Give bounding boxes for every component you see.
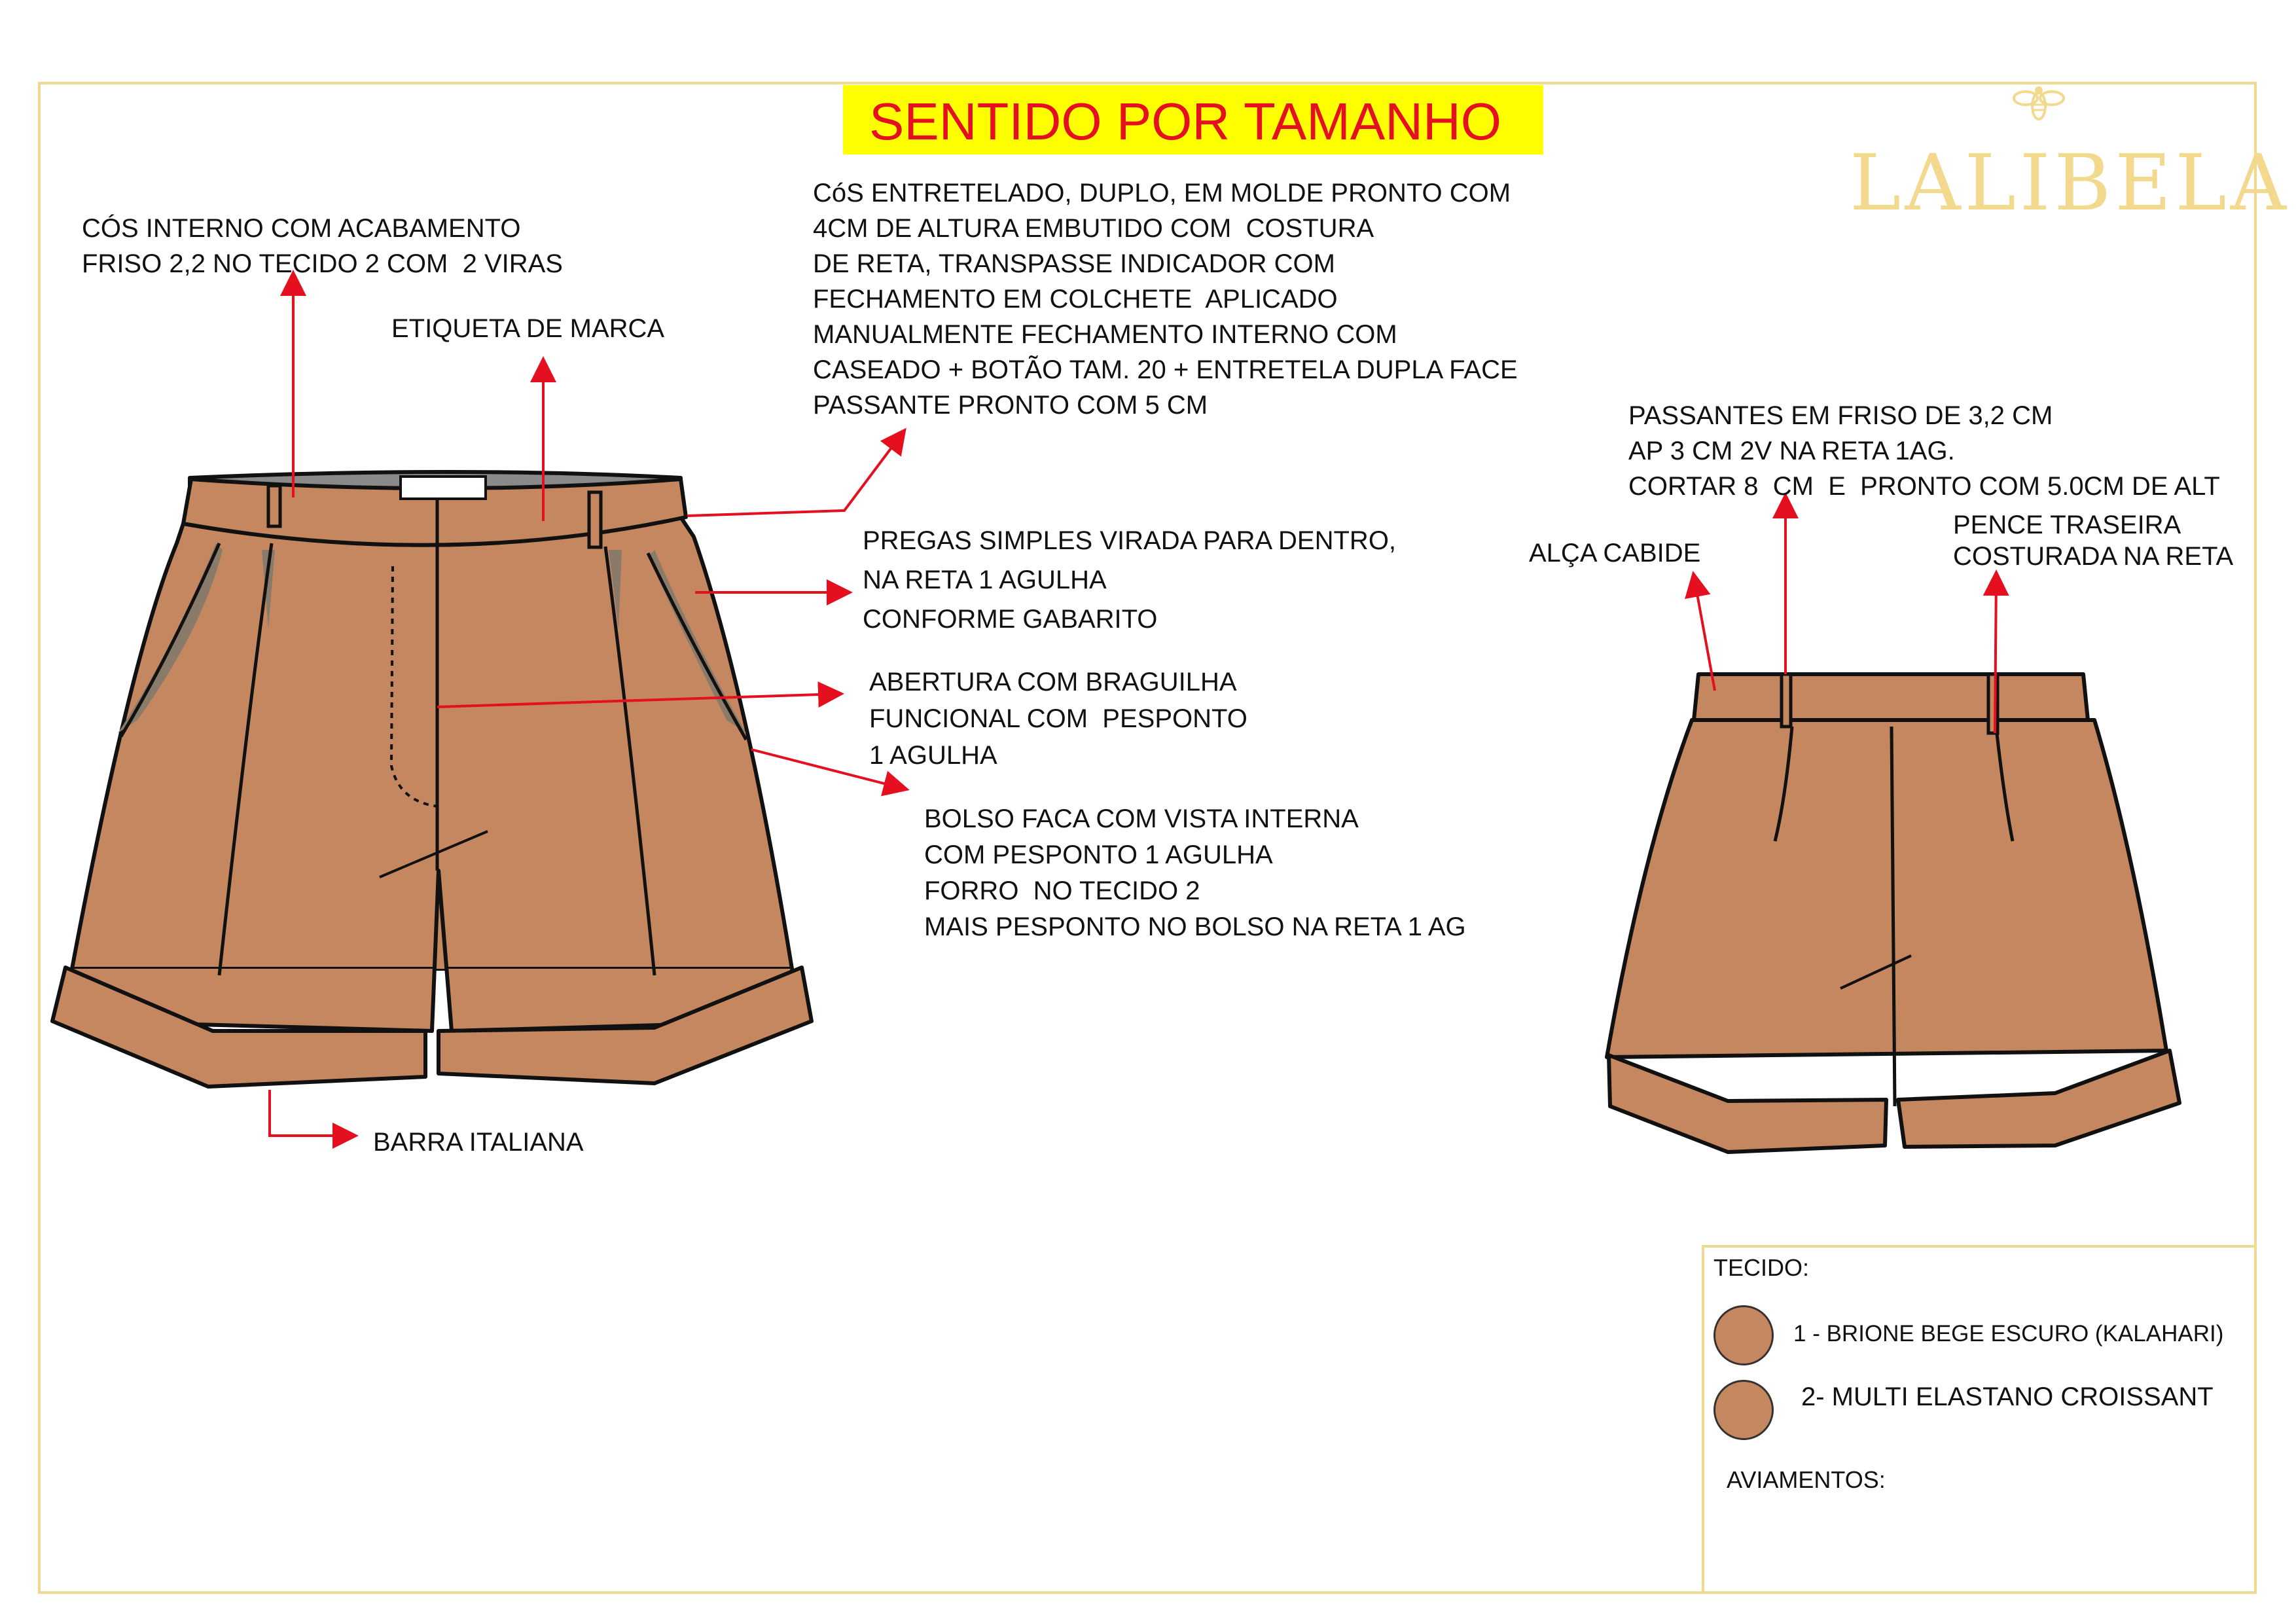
arrow-pence — [1995, 575, 1996, 733]
legend-aviamentos-label: AVIAMENTOS: — [1727, 1466, 1886, 1493]
back-body — [1607, 720, 2166, 1057]
note-passantes: PASSANTES EM FRISO DE 3,2 CM AP 3 CM 2V NA RETA 1AG. CORTAR 8 CM E PRONTO COM 5.0CM DE ALT — [1628, 401, 2220, 501]
front-shorts — [52, 472, 812, 1087]
note-alca: ALÇA CABIDE — [1529, 539, 1701, 568]
front-belt-loop-left — [268, 486, 280, 526]
fabric-name-2: 2- MULTI ELASTANO CROISSANT — [1801, 1382, 2214, 1411]
front-brand-label — [401, 477, 486, 499]
fabric-legend — [1702, 1245, 2257, 1594]
brand-logo: LALIBELA — [1850, 137, 2290, 228]
note-abertura: ABERTURA COM BRAGUILHA FUNCIONAL COM PESPONTO 1 AGULHA — [869, 668, 1247, 770]
arrow-cos-entretelado — [687, 432, 903, 516]
note-cos-entretelado: CóS ENTRETELADO, DUPLO, EM MOLDE PRONTO COM 4CM DE ALTURA EMBUTIDO COM COSTURA DE RETA, TRANSPASSE INDICADOR COM FECHAMENTO EM COLCHETE APLICADO MANUALMENTE FECHAMENTO INTERNO COM CASEADO + BOTÃO TAM. 20 + ENTRETELA DUPLA FACE PASSANTE PRONTO COM 5 CM — [813, 179, 1518, 420]
back-belt-loop-left — [1782, 674, 1791, 727]
note-pence: PENCE TRASEIRA COSTURADA NA RETA — [1953, 511, 2234, 571]
front-body — [72, 517, 792, 969]
back-left-cuff — [1609, 1055, 1886, 1152]
front-belt-loop-right — [589, 492, 601, 547]
fabric-swatch-2 — [1713, 1380, 1774, 1440]
note-etiqueta: ETIQUETA DE MARCA — [391, 314, 665, 343]
legend-tecido-label: TECIDO: — [1713, 1254, 1810, 1281]
fabric-name-1: 1 - BRIONE BEGE ESCURO (KALAHARI) — [1793, 1321, 2224, 1346]
back-waistband — [1694, 674, 2088, 720]
note-pregas: PREGAS SIMPLES VIRADA PARA DENTRO, NA RETA 1 AGULHA CONFORME GABARITO — [863, 526, 1397, 634]
fabric-swatch-1 — [1713, 1305, 1774, 1365]
back-right-cuff — [1898, 1051, 2179, 1147]
note-barra: BARRA ITALIANA — [373, 1128, 584, 1157]
sheet-title: SENTIDO POR TAMANHO — [869, 92, 1502, 151]
arrow-barra — [270, 1090, 353, 1136]
note-cos-interno: CÓS INTERNO COM ACABAMENTO FRISO 2,2 NO TECIDO 2 COM 2 VIRAS — [82, 214, 563, 278]
note-bolso: BOLSO FACA COM VISTA INTERNA COM PESPONTO 1 AGULHA FORRO NO TECIDO 2 MAIS PESPONTO NO BOLSO NA RETA 1 AG — [924, 804, 1466, 941]
